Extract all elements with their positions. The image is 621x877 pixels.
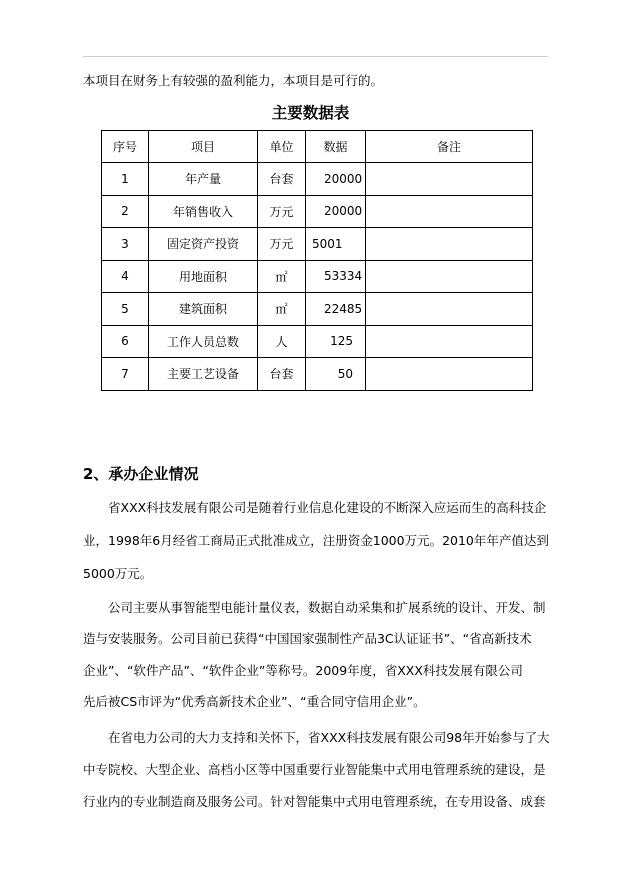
row-item: 工作人员总数 [149,325,258,358]
table-header-row [102,131,533,163]
table-row [102,260,533,293]
row-no: 1 [102,163,149,196]
row-unit: 人 [258,325,306,358]
row-unit: ㎡ [258,293,306,326]
row-no: 4 [102,260,149,293]
header-rule [83,56,548,57]
row-note [366,293,533,326]
row-unit: 台套 [258,358,306,391]
row-note [366,163,533,196]
row-value: 22485 [306,293,366,326]
table-row [102,195,533,228]
table-row [102,358,533,391]
row-value: 50 [306,358,366,391]
table-row [102,293,533,326]
row-no: 3 [102,228,149,261]
row-value: 53334 [306,260,366,293]
paragraph-line: 在省电力公司的大力支持和关怀下，省XXX科技发展有限公司98年开始参与了大 [108,730,550,745]
header-cell-unit: 单位 [258,131,306,163]
row-value: 5001 [306,228,366,261]
table-row [102,228,533,261]
paragraph-line: 造与安装服务。公司目前已获得“中国国家强制性产品3C认证证书”、“省高新技术 [83,631,532,646]
header-cell-no: 序号 [102,131,149,163]
row-value: 20000 [306,163,366,196]
paragraph-line: 行业内的专业制造商及服务公司。针对智能集中式用电管理系统，在专用设备、成套 [83,794,546,809]
paragraph-line: 5000万元。 [83,566,153,581]
table-row [102,325,533,358]
table-title: 主要数据表 [271,104,350,122]
paragraph-line: 中专院校、大型企业、高档小区等中国重要行业智能集中式用电管理系统的建设，是 [83,762,546,777]
row-unit: 台套 [258,163,306,196]
row-no: 6 [102,325,149,358]
table-row [102,163,533,196]
row-item: 主要工艺设备 [149,358,258,391]
paragraph-line: 省XXX科技发展有限公司是随着行业信息化建设的不断深入应运而生的高科技企 [108,500,547,515]
row-item: 建筑面积 [149,293,258,326]
header-cell-item: 项目 [149,131,258,163]
row-note [366,325,533,358]
paragraph-line: 先后被CS市评为“优秀高新技术企业”、“重合同守信用企业”。 [83,694,426,709]
row-no: 2 [102,195,149,228]
row-no: 5 [102,293,149,326]
row-note [366,228,533,261]
header-cell-note: 备注 [366,131,533,163]
row-unit: 万元 [258,195,306,228]
row-item: 用地面积 [149,260,258,293]
header-cell-value: 数据 [306,131,366,163]
row-item: 年销售收入 [149,195,258,228]
section-heading: 2、承办企业情况 [83,465,199,483]
row-unit: 万元 [258,228,306,261]
row-item: 年产量 [149,163,258,196]
main-data-table [101,130,533,391]
row-value: 20000 [306,195,366,228]
paragraph-line: 业，1998年6月经省工商局正式批准成立，注册资金1000万元。2010年年产值达到 [83,533,549,548]
intro-paragraph: 本项目在财务上有较强的盈利能力，本项目是可行的。 [83,73,384,88]
row-item: 固定资产投资 [149,228,258,261]
row-note [366,358,533,391]
row-unit: ㎡ [258,260,306,293]
paragraph-line: 企业”、“软件产品”、“软件企业”等称号。2009年度，省XXX科技发展有限公司 [83,663,523,678]
row-note [366,195,533,228]
paragraph-line: 公司主要从事智能型电能计量仪表，数据自动采集和扩展系统的设计、开发、制 [108,600,546,615]
row-note [366,260,533,293]
row-no: 7 [102,358,149,391]
row-value: 125 [306,325,366,358]
